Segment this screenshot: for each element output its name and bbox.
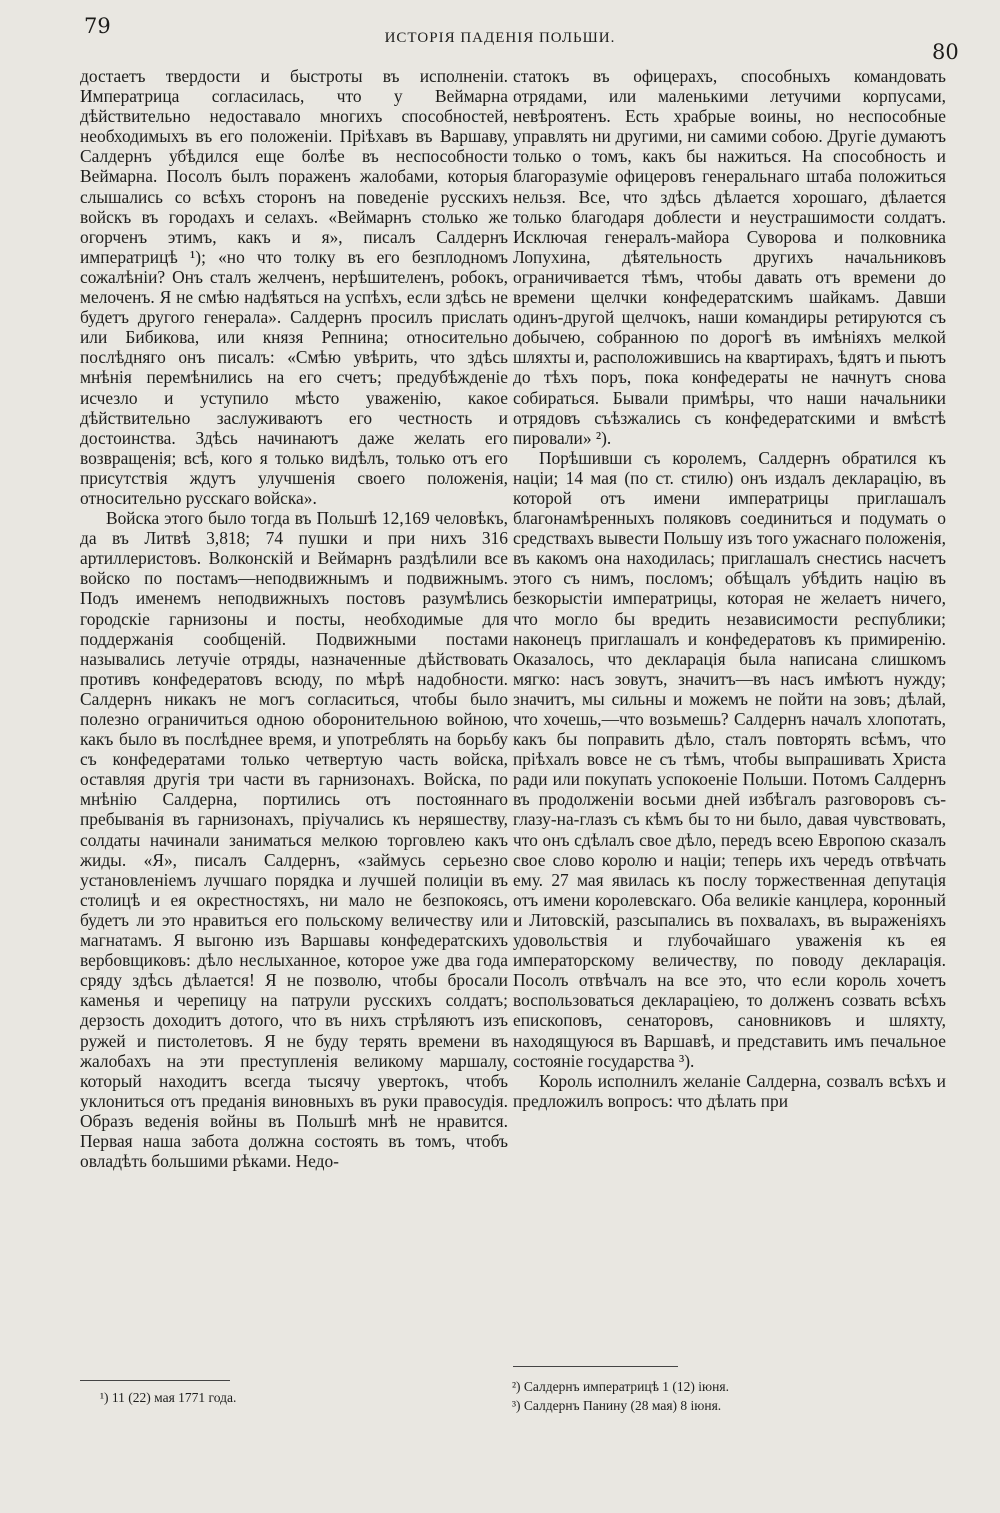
paragraph: статокъ въ офицерахъ, способныхъ командовать отрядами, или маленькими летучими корпусами, невѣроятенъ. Есть храбрые воины, но неспособные управлять ни другими, ни самими собою. Другіе думаютъ только о томъ, какъ бы нажиться. На способность и благоразуміе офицеровъ генеральнаго штаба положиться нельзя. Все, что здѣсь дѣлается хорошаго, дѣлается только благодаря доблести и неустрашимости солдатъ. Исключая генералъ-майора Суворова и полковника Лопухина, дѣятельность другихъ начальниковъ ограничивается тѣмъ, чтобы давать отъ времени до времени щелчки конфедератскимъ шайкамъ. Давши одинъ-другой щелчокъ, наши командиры ретируются съ добычею, собранною по дорогѣ въ имѣніяхъ мелкой шляхты и, расположившись на квартирахъ, ѣдятъ и пьютъ до тѣхъ поръ, пока конфедераты не начнутъ снова собираться. Бывали примѣры, что наши начальники отрядовъ съѣзжались съ конфедератскими и вмѣстѣ пировали» ²). xyxy=(513,66,946,448)
footnotes-left xyxy=(100,1388,400,1407)
footnote-divider-right xyxy=(513,1366,678,1367)
paragraph: достаетъ твердости и быстроты въ исполненіи. Императрица согласилась, что у Веймарна дѣйствительно недоставало многихъ способностей, необходимыхъ въ его положеніи. Пріѣхавъ въ Варшаву, Салдернъ убѣдился еще болѣе въ неспособности Веймарна. Посолъ былъ пораженъ жалобами, которыя слышались со всѣхъ сторонъ на поведеніе русскихъ войскъ въ городахъ и селахъ. «Веймарнъ столько же огорченъ этимъ, какъ и я», писалъ Салдернъ императрицѣ ¹); «но что толку въ его безплодномъ сожалѣніи? Онъ сталъ желченъ, нерѣшителенъ, робокъ, мелоченъ. Я не смѣю надѣяться на успѣхъ, если здѣсь не будетъ другого генерала». Салдернъ просилъ прислать или Бибикова, или князя Репнина; относительно послѣдняго онъ писалъ: «Смѣю увѣрить, что здѣсь мнѣнія перемѣнились на его счетъ; предубѣжденіе исчезло и уступило мѣсто уваженію, какое дѣйствительно заслуживаютъ его честность и достоинства. Здѣсь начинаютъ даже желать его возвращенія; всѣ, кого я только видѣлъ, только отъ его присутствія ждутъ улучшенія своего положенія, относительно русскаго войска». xyxy=(80,66,508,508)
footnote: ³) Салдернъ Панину (28 мая) 8 іюня. xyxy=(512,1398,722,1413)
paragraph: Король исполнилъ желаніе Салдерна, созвалъ всѣхъ и предложилъ вопросъ: что дѣлать при xyxy=(513,1070,946,1111)
footnote-divider-left xyxy=(80,1380,230,1381)
left-column xyxy=(80,66,508,1376)
page-number-right: 80 xyxy=(932,40,959,64)
paragraph: Войска этого было тогда въ Польшѣ 12,169 человѣкъ, да въ Литвѣ 3,818; 74 пушки и при нихъ 316 артиллеристовъ. Волконскій и Веймарнъ раздѣлили все войско по постамъ—неподвижнымъ и подвижнымъ. Подъ именемъ неподвижныхъ постовъ разумѣлись городскіе гарнизоны и посты, необходимые для поддержанія сообщеній. Подвижными постами назывались летучіе отряды, назначенные дѣйствовать противъ конфедератовъ всюду, по мѣрѣ надобности. Салдернъ никакъ не могъ согласиться, чтобы было полезно ограничиться одною оборонительною войною, какъ было въ послѣднее время, и употреблять на борьбу съ конфедератами только четвертую часть войска, оставляя другія три части въ гарнизонахъ. Войска, по мнѣнію Салдерна, портились отъ постояннаго пребыванія въ гарнизонахъ, пріучались къ неряшеству, солдаты начинали заниматься мелкою торговлею какъ жиды. «Я», писалъ Салдернъ, «займусь серьезно установленіемъ лучшаго порядка и лучшей полиціи въ столицѣ и ея окрестностяхъ, ни мало не безпокоясь, будетъ ли это нравиться его польскому величеству или магнатамъ. Я выгоню изъ Варшавы конфедератскихъ вербовщиковъ: дѣло неслыханное, которое уже два года сряду здѣсь дѣлается! Я не позволю, чтобы бросали каменья и черепицу на патрули русскихъ солдатъ; дерзость доходитъ дотого, что въ нихъ стрѣляютъ изъ ружей и пистолетовъ. Я не буду терять времени въ жалобахъ на эти преступленія великому маршалу, который находитъ всегда тысячу увертокъ, чтобъ уклониться отъ преданія виновныхъ въ руки правосудія. Образъ веденія войны въ Польшѣ мнѣ не нравится. Первая наша забота должна состоять въ томъ, чтобъ овладѣть большими рѣками. Недо- xyxy=(80,508,508,1172)
footnotes-right xyxy=(512,1377,942,1415)
page-number-left: 79 xyxy=(84,14,111,38)
running-title: ИСТОРІЯ ПАДЕНІЯ ПОЛЬШИ. xyxy=(384,30,616,46)
right-column xyxy=(513,66,946,1376)
paragraph: Порѣшивши съ королемъ, Салдернъ обратился къ націи; 14 мая (по ст. стилю) онъ издалъ декларацію, въ которой отъ имени императрицы приглашалъ благонамѣренныхъ поляковъ соединиться и подумать о средствахъ вывести Польшу изъ того ужаснаго положенія, въ какомъ она находилась; приглашалъ снестись насчетъ этого съ нимъ, посломъ; обѣщалъ убѣдить націю въ безкорыстіи императрицы, которая не желаетъ ничего, что могло бы вредить независимости республики; наконецъ приглашалъ и конфедератовъ къ примиренію. Оказалось, что декларація была написана слишкомъ мягко: насъ зовутъ, значитъ—въ насъ имѣютъ нужду; значитъ, мы сильны и можемъ не пойти на зовъ; дѣлай, что хочешь,—что возьмешь? Салдернъ началъ хлопотать, какъ бы поправить дѣло, сталъ повторять всѣмъ, что пріѣхалъ вовсе не съ тѣмъ, чтобы выпрашивать Христа ради или покупать успокоеніе Польши. Потомъ Салдернъ въ продолженіи восьми дней избѣгалъ разговоровъ съ-глазу-на-глазъ съ кѣмъ бы то ни было, давая чувствовать, что онъ сдѣлалъ свое дѣло, передъ всею Европою сказалъ свое слово королю и націи; теперь ихъ чередъ отвѣчать ему. 27 мая явилась къ послу торжественная депутація отъ имени королевскаго. Оба великіе канцлера, коронный и Литовскій, разсыпались въ похвалахъ, въ выраженіяхъ удовольствія и глубочайшаго уваженія къ ея императорскому величеству, по поводу декларація. Посолъ отвѣчалъ на все это, что если король хочетъ воспользоваться деклараціею, то долженъ созвать всѣхъ епископовъ, сенаторовъ, сановниковъ и шляхту, находящуюся въ Варшавѣ, и представить имъ печальное состояніе государства ³). xyxy=(513,447,946,1071)
footnote: ¹) 11 (22) мая 1771 года. xyxy=(100,1390,237,1405)
footnote: ²) Салдернъ императрицѣ 1 (12) іюня. xyxy=(512,1379,729,1394)
